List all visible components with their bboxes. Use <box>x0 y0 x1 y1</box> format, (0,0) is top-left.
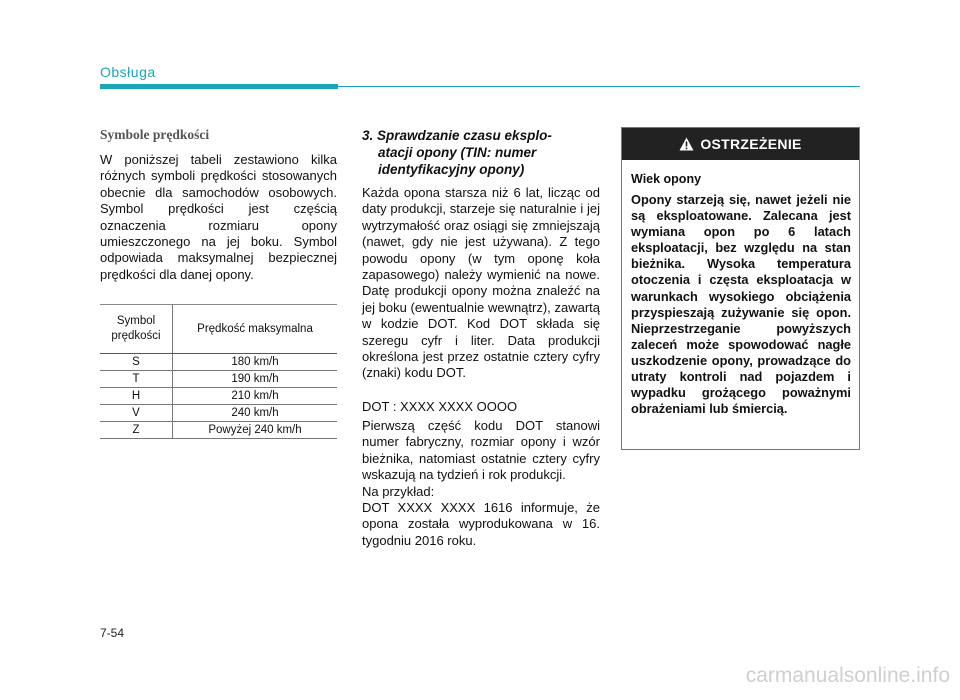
header-accent-bar <box>100 84 338 89</box>
speed-cell: 240 km/h <box>173 405 338 422</box>
speed-cell: 180 km/h <box>173 354 338 371</box>
dot-format: DOT : XXXX XXXX OOOO <box>362 398 518 414</box>
tin-heading <box>362 127 600 178</box>
warning-title: Wiek opony <box>631 172 702 186</box>
symbol-cell: Z <box>100 422 173 439</box>
col-max-speed-header: Prędkość maksymalna <box>173 305 338 354</box>
page-number: 7-54 <box>100 626 125 640</box>
header-section-title: Obsługa <box>100 64 156 80</box>
warning-text: Opony starzeją się, nawet jeżeli nie są eksploatowane. Zalecana jest wymiana opon po 6 latach eksploatacji, bez względu na stan bieżnika. Wysoka temperatura otoczenia i częsta eksploatacja w warunkach wysokiego obciążenia przyspieszają zużywanie się opon. Nieprzestrzeganie powyższych zaleceń może spowodować nagłe uszkodzenie opony, prowadzące do utraty kontroli nad pojazdem i wypadku grożącego poważnymi obrażeniami lub śmiercią. <box>631 192 851 417</box>
tin-paragraph-2: Pierwszą część kodu DOT stanowi numer fabryczny, rozmiar opony i wzór bieżnika, natomiast ostatnie cztery cyfry wskazują na tydzień i rok produkcji. <box>362 417 600 483</box>
col-symbol-header <box>100 305 173 354</box>
warning-triangle-icon <box>679 137 694 151</box>
table-row <box>100 388 337 405</box>
speed-symbols-text: W poniższej tabeli zestawiono kilka różnych symboli prędkości stosowanych obecnie dla samochodów osobowych. Symbol prędkości jest częścią oznaczenia rozmiaru opony umieszczonego na jej boku. Symbol odpowiada maksymalnej bezpiecznej prędkości dla danej opony. <box>100 152 337 282</box>
table-row <box>100 422 337 439</box>
symbol-cell: S <box>100 354 173 371</box>
speed-symbols-table <box>100 304 337 439</box>
example-text: DOT XXXX XXXX 1616 informuje, że opona została wyprodukowana w 16. tygodniu 2016 roku. <box>362 499 600 548</box>
symbol-cell: H <box>100 388 173 405</box>
warning-label: OSTRZEŻENIE <box>700 136 802 152</box>
tin-heading-line3: identyfikacyjny opony) <box>378 162 525 177</box>
header-rule <box>338 86 860 87</box>
table-row <box>100 371 337 388</box>
speed-cell: 190 km/h <box>173 371 338 388</box>
watermark: carmanualsonline.info <box>745 664 950 687</box>
tin-heading-line2: atacji opony (TIN: numer <box>378 145 537 160</box>
speed-symbols-title: Symbole prędkości <box>100 127 210 142</box>
example-label: Na przykład: <box>362 483 435 499</box>
warning-box <box>621 127 860 450</box>
symbol-cell: V <box>100 405 173 422</box>
tin-heading-line1: 3. Sprawdzanie czasu eksplo- <box>362 128 552 143</box>
table-header-row <box>100 305 337 354</box>
table-row <box>100 405 337 422</box>
col-symbol-line2: prędkości <box>111 330 161 343</box>
tin-paragraph-1: Każda opona starsza niż 6 lat, licząc od daty produkcji, starzeje się naturalnie i jej wytrzymałość oraz osiągi się zmniejszają (nawet, gdy nie jest używana). Z tego powodu opony (w tym oponę koła zapasowego) należy wymienić na nowe. Datę produkcji opony można znaleźć na jej boku (ewentualnie wewnątrz), zawartą w kodzie DOT. Kod DOT składa się szeregu cyfr i liter. Data produkcji określona jest przez ostatnie cztery cyfry (znaki) kodu DOT. <box>362 185 600 381</box>
table-row <box>100 354 337 371</box>
warning-header <box>622 128 859 160</box>
speed-cell: Powyżej 240 km/h <box>173 422 338 439</box>
tin-column <box>362 127 600 549</box>
speed-cell: 210 km/h <box>173 388 338 405</box>
col-symbol-line1: Symbol <box>116 315 156 328</box>
symbol-cell: T <box>100 371 173 388</box>
speed-symbols-column <box>100 127 337 439</box>
warning-body <box>622 160 859 417</box>
